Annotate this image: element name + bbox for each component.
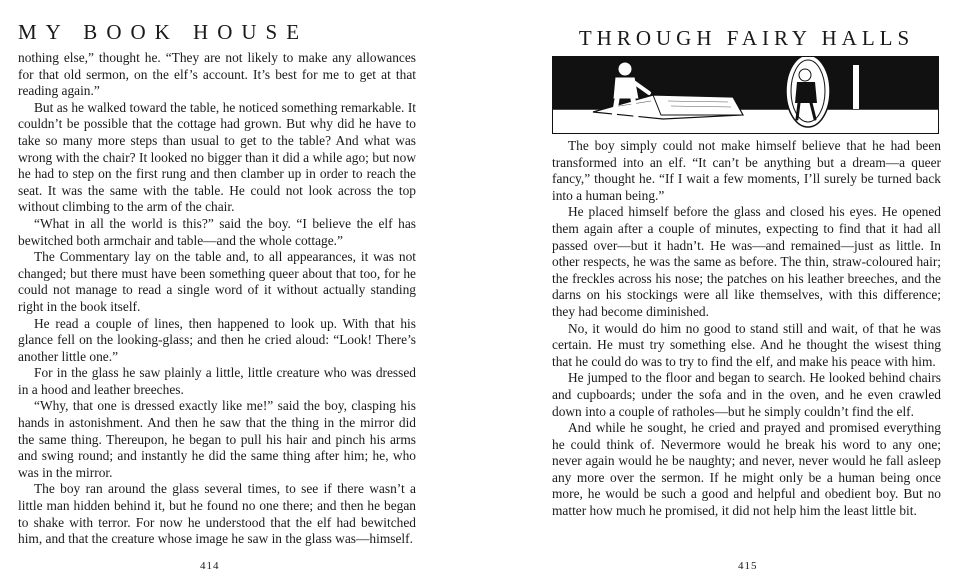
paragraph: No, it would do him no good to stand still and wait, of that he was certain. He must try something else. And he thought the wisest thing that he could do was to try to find the elf, and make his peace with him. xyxy=(552,320,941,369)
paragraph: The boy simply could not make himself believe that he had been transformed into an elf. “It can’t be anything but a dream—a queer fancy,” thought he. “If I wait a few moments, I’ll surely be turned back into a human being.” xyxy=(552,138,941,203)
illustration-drawing xyxy=(553,57,938,133)
paragraph: “What in all the world is this?” said the boy. “I believe the elf has bewitched both armchair and table—and the whole cottage.” xyxy=(18,215,416,248)
illustration-boy-and-mirror xyxy=(552,56,939,134)
page-number-left: 414 xyxy=(200,560,220,572)
page-number-right: 415 xyxy=(738,560,758,572)
paragraph: And while he sought, he cried and prayed and promised everything he could think of. Nevermore would he break his word to any one; never again would he be naughty; and never, never would he fall asleep any more over the sermon. If he might only be a human being once more, he would be such a good and helpful and obedient boy. But no matter how much he promised, it did not help him the least little bit. xyxy=(552,420,941,519)
paragraph: He placed himself before the glass and closed his eyes. He opened them again after a couple of minutes, expecting to find that it had all passed over—but it hadn’t. He was—and remained—just as little. In other respects, he was the same as before. The thin, straw-coloured hair; the freckles across his nose; the patches on his leather breeches, and the darns on his stockings were all like themselves, with this difference; they had become diminished. xyxy=(552,204,941,319)
right-body-text xyxy=(552,138,941,520)
right-page xyxy=(478,0,955,584)
paragraph: For in the glass he saw plainly a little, little creature who was dressed in a hood and leather breeches. xyxy=(18,365,416,397)
paragraph: But as he walked toward the table, he noticed something remarkable. It couldn’t be possible that the cottage had grown. But why did he have to take so many more steps than usual to get to the table? And what was wrong with the chair? It looked no bigger than it did a while ago; but now he had to step on the first rung and then clamber up in order to reach the seat. It was the same with the table. He could not look across the top without climbing to the arm of the chair. xyxy=(18,99,416,215)
paragraph: He read a couple of lines, then happened to look up. With that his glance fell on the looking-glass; and then he cried aloud: “Look! There’s another little one.” xyxy=(18,315,416,364)
paragraph: The Commentary lay on the table and, to all appearances, it was not changed; but there must have been something queer about that too, for he could not manage to read a single word of it without actually standing right in the book itself. xyxy=(18,249,416,314)
paragraph: The boy ran around the glass several times, to see if there wasn’t a little man hidden behind it, but he found no one there; and then he began to shake with terror. For now he understood that the elf had bewitched him, and that the creature whose image he saw in the glass was—himself. xyxy=(18,481,416,547)
paragraph: He jumped to the floor and began to search. He looked behind chairs and cupboards; under the sofa and in the oven, and he even crawled down into a couple of ratholes—but he simply couldn’t find the elf. xyxy=(552,370,941,419)
running-head-right: THROUGH FAIRY HALLS xyxy=(578,26,915,50)
left-body-text xyxy=(18,50,416,548)
paragraph: “Why, that one is dressed exactly like me!” said the boy, clasping his hands in astonishment. And then he saw that the thing in the mirror did the same thing. Thereupon, he began to pull his hair and pinch his arms and swing round; and instantly he did the same thing after him; he, who was in the mirror. xyxy=(18,398,416,480)
running-head-left: MY BOOK HOUSE xyxy=(18,20,309,44)
paragraph: nothing else,” thought he. “They are not likely to make any allowances for that old sermon, on the elf’s account. It’s best for me to get at that reading again.” xyxy=(18,50,416,99)
